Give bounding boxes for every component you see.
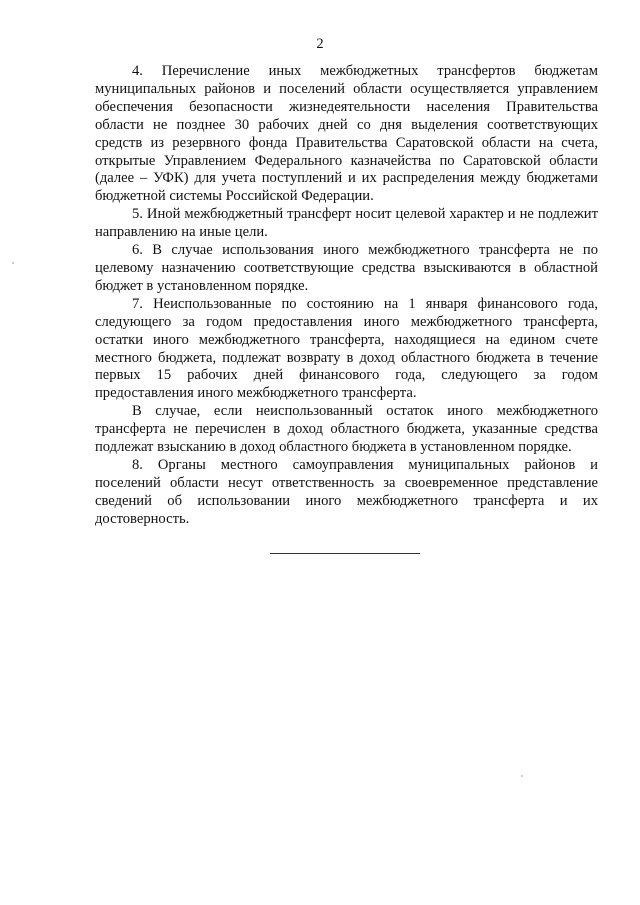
paragraph-6-misuse-recovery: 6. В случае использования иного межбюджетного трансферта не по целевому назначению соответствующие средства взыскиваются в областной бюджет в установленном порядке. [95, 242, 598, 294]
paragraph-4-transfer-procedure: 4. Перечисление иных межбюджетных трансфертов бюджетам муниципальных районов и поселений области осуществляется управлением обеспечения безопасности жизнедеятельности населения Правительства области не позднее 30 рабочих дней со дня выделения соответствующих средств из резервного фонда Правительства Саратовской области на счета, открытые Управлением Федерального казначейства по Саратовской области (далее – УФК) для учета поступлений и их распределения между бюджетами бюджетной системы Российской Федерации. [95, 63, 598, 205]
paragraph-8-responsibility: 8. Органы местного самоуправления муниципальных районов и поселений области несут ответственность за своевременное представление сведений об использовании иного межбюджетного трансферта и их достоверность. [95, 456, 598, 527]
paragraph-7-unpaid-recovery: В случае, если неиспользованный остаток иного межбюджетного трансферта не перечислен в доход областного бюджета, указанные средства подлежат взысканию в доход областного бюджета в установленном порядке. [95, 403, 598, 456]
page-number: 2 [316, 36, 324, 52]
paragraph-5-target-character: 5. Иной межбюджетный трансферт носит целевой характер и не подлежит направлению на иные цели. [95, 206, 598, 241]
paragraph-7-unused-return: 7. Неиспользованные по состоянию на 1 января финансового года, следующего за годом предоставления иного межбюджетного трансферта, остатки иного межбюджетного трансферта, находящиеся на едином счете местного бюджета, подлежат возврату в доход областного бюджета в течение первых 15 рабочих дней финансового года, следующего за годом предоставления иного межбюджетного трансферта. [95, 295, 598, 402]
scan-speck [12, 262, 14, 264]
scan-speck [521, 775, 523, 777]
end-separator-line [270, 553, 420, 554]
document-body [95, 63, 598, 529]
